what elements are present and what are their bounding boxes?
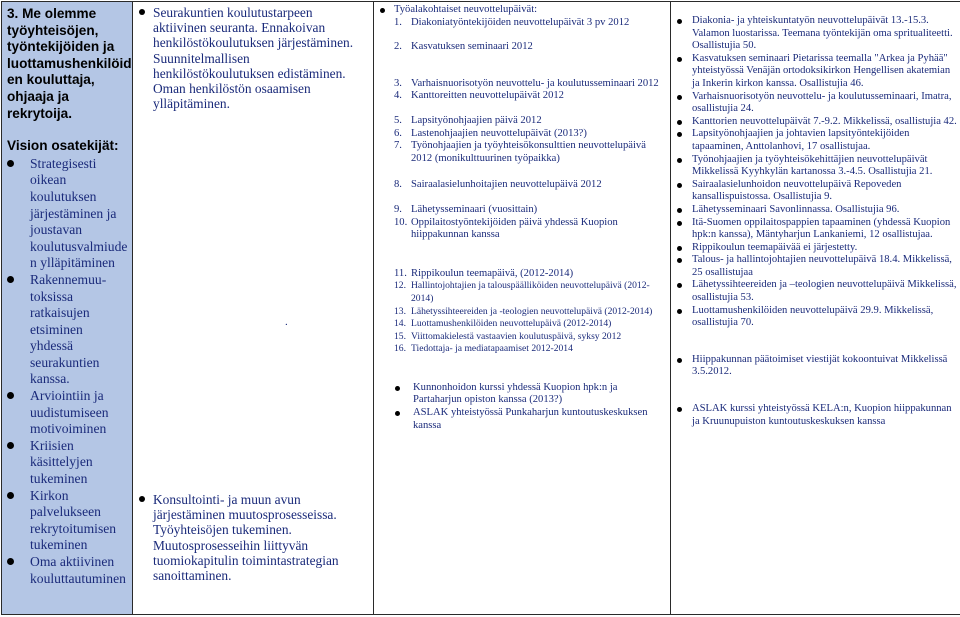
bullet-icon [395, 386, 400, 391]
bullet-icon [7, 492, 14, 499]
bullet-icon [677, 221, 682, 226]
list-item: Lapsityönohjaajien ja johtavien lapsityöntekijöiden tapaaminen, Anttolanhovi, 17 osallistujaa. [673, 128, 958, 153]
bullet-icon [7, 442, 14, 449]
bullet-icon [139, 496, 145, 502]
list-item: Itä-Suomen oppilaitospappien tapaaminen (yhdessä Kuopion hpk:n kanssa), Mäntyharjun Lankaniemi, 12 osallistujaa. [673, 217, 958, 242]
vision-components-title: Vision osatekijät: [7, 138, 119, 154]
list-item: Kirkon palvelukseen rekrytoitumisen tukeminen [7, 488, 128, 554]
bullet-icon [677, 309, 682, 314]
actions-block-training: Seurakuntien koulutustarpeen aktiivinen seuranta. Ennakoivan henkilöstökoulutuksen järjestäminen. Suunnitelmallisen henkilöstökoulutuksen edistäminen. Oman henkilöstön osaamisen ylläpitäminen. [139, 5, 369, 111]
list-item: Työnohjaajien ja työyhteisökehittäjien neuvottelupäivät Mikkelissä Kyyhkylän kartanossa 3.-4.5. Osallistujia 21. [673, 154, 958, 179]
list-item: Kriisien käsittelyjen tukeminen [7, 438, 128, 488]
bullet-icon [677, 208, 682, 213]
list-item: 13. Lähetyssihteereiden ja -teologien neuvottelupäivä (2012-2014) [394, 305, 653, 317]
list-item: 4. Kanttoreitten neuvottelupäivät 2012 [394, 90, 564, 102]
bullet-icon [677, 358, 682, 363]
list-item: Talous- ja hallintojohtajien neuvottelupäivä 18.4. Mikkelissä, 25 osallistujaa [673, 254, 958, 279]
bullet-icon [7, 558, 14, 565]
list-item: 5. Lapsityönohjaajien päivä 2012 [394, 114, 542, 126]
list-item: 11. Rippikoulun teemapäivä, (2012-2014) [394, 267, 574, 279]
realized-communicators [673, 354, 958, 379]
events-realized-column [671, 2, 960, 615]
list-item: 7. Työnohjaajien ja työyhteisökonsulttien neuvottelupäivä 2012 (monikulttuurinen työpaikka) [394, 140, 646, 164]
bullet-icon [677, 246, 682, 251]
list-item: Lähetyssihteereiden ja –teologien neuvottelupäivä Mikkelissä, osallistujia 53. [673, 279, 958, 304]
list-item: Oma aktiivinen kouluttautuminen [7, 554, 128, 587]
events-header: Työalakohtaiset neuvottelupäivät: [378, 4, 668, 17]
stray-period: . [285, 316, 288, 328]
list-item: Hiippakunnan päätoimiset viestijät kokoontuivat Mikkelissä 3.5.2012. [673, 354, 958, 379]
events-plan-column [374, 2, 671, 615]
bullet-icon [677, 283, 682, 288]
list-item: Varhaisnuorisotyön neuvottelu- ja koulutusseminaari, Imatra, osallistujia 24. [673, 91, 958, 116]
bullet-icon [677, 183, 682, 188]
bullet-icon [677, 158, 682, 163]
realized-aslak [673, 403, 958, 428]
list-item: 12. Hallintojohtajien ja talouspäälliköiden neuvottelupäivä (2012-2014) [394, 280, 650, 304]
bullet-icon [677, 407, 682, 412]
vision-components-list [7, 156, 128, 587]
list-item: 16. Tiedottaja- ja mediatapaamiset 2012-2014 [394, 343, 573, 355]
actions-column [133, 2, 374, 615]
list-item: 10. Oppilaitostyöntekijöiden päivä yhdessä Kuopion hiippakunnan kanssa [394, 216, 618, 241]
bullet-icon [677, 132, 682, 137]
list-item: Rippikoulun teemapäivää ei järjestetty. [673, 242, 958, 255]
realized-events-list [673, 15, 958, 330]
list-item: Kasvatuksen seminaari Pietarissa teemalla "Arkea ja Pyhää" yhteistyössä Venäjän ortodoksikirkon Hengellisen akatemian ja Inkerin kirkon kanssa. Osallistujia 46. [673, 53, 958, 91]
events-list [378, 17, 668, 356]
list-item: 1. Diakoniatyöntekijöiden neuvottelupäivät 3 pv 2012 [394, 16, 630, 28]
list-item: Lähetysseminaari Savonlinnassa. Osallistujia 96. [673, 204, 958, 217]
vision-column [2, 2, 133, 615]
bullet-icon [380, 8, 385, 13]
bullet-icon [677, 120, 682, 125]
bullet-icon [677, 57, 682, 62]
actions-block-consulting: Konsultointi- ja muun avun järjestäminen muutosprosesseissa. Työyhteisöjen tukeminen. Muutosprosesseihin liittyvän tuomiokapitulin toimintastrategian sanoittaminen. [139, 492, 369, 583]
list-item: ASLAK yhteistyössä Punkaharjun kuntoutuskeskuksen kanssa [378, 407, 668, 432]
list-item: 15. Viittomakielestä vastaavien koulutuspäivä, syksy 2012 [394, 330, 622, 342]
list-item: Sairaalasielunhoidon neuvottelupäivä Repoveden kansallispuistossa. Osallistujia 9. [673, 179, 958, 204]
list-item: Luottamushenkilöiden neuvottelupäivä 29.9. Mikkelissä, osallistujia 70. [673, 305, 958, 330]
bullet-icon [139, 9, 145, 15]
list-item: Strategisesti oikean koulutuksen järjestäminen ja joustavan koulutusvalmiude n ylläpitäminen [7, 156, 128, 272]
list-item: 3. Varhaisnuorisotyön neuvottelu- ja koulutusseminaari 2012 [394, 77, 659, 89]
list-item: 8. Sairaalasielunhoitajien neuvottelupäivä 2012 [394, 179, 602, 191]
list-item: Kunnonhoidon kurssi yhdessä Kuopion hpk:n ja Partaharjun opiston kanssa (2013?) [378, 382, 668, 407]
list-item: 2. Kasvatuksen seminaari 2012 [394, 41, 533, 53]
list-item: 14. Luottamushenkilöiden neuvottelupäivä (2012-2014) [394, 318, 612, 330]
bullet-icon [7, 392, 14, 399]
vision-heading: 3. Me olemme työyhteisöjen, työntekijöiden ja luottamushenkilöid en kouluttaja, ohjaaja ja rekrytoija. [7, 6, 132, 121]
bullet-icon [7, 276, 14, 283]
bullet-icon [677, 95, 682, 100]
list-item: Arviointiin ja uudistumiseen motivoiminen [7, 388, 128, 438]
list-item: 6. Lastenohjaajien neuvottelupäivät (2013?) [394, 127, 587, 139]
list-item: Diakonia- ja yhteiskuntatyön neuvottelupäivät 13.-15.3. Valamon luostarissa. Teemana työntekijän oma spritualiteetti. Osallistujia 50. [673, 15, 958, 53]
bullet-icon [677, 19, 682, 24]
list-item: Rakennemuu-toksissa ratkaisujen etsiminen yhdessä seurakuntien kanssa. [7, 272, 128, 388]
bullet-icon [395, 411, 400, 416]
list-item: ASLAK kurssi yhteistyössä KELA:n, Kuopion hiippakunnan ja Kruunupuiston kuntoutuskeskuksen kanssa [673, 403, 958, 428]
list-item: Kanttorien neuvottelupäivät 7.-9.2. Mikkelissä, osallistujia 42. [673, 116, 958, 129]
list-item: 9. Lähetysseminaari (vuosittain) [394, 203, 538, 215]
bullet-icon [7, 160, 14, 167]
bullet-icon [677, 258, 682, 263]
events-extra-list [378, 382, 668, 432]
vision-table [1, 1, 960, 615]
